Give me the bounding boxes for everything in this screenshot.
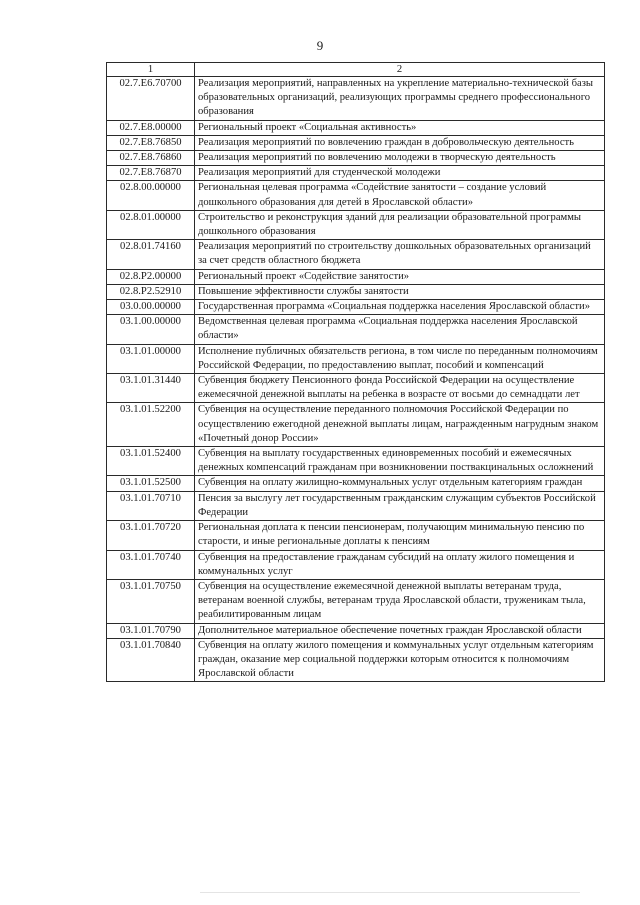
row-code: 03.1.01.70750 bbox=[107, 579, 195, 623]
row-description: Реализация мероприятий по вовлечению граждан в добровольческую деятельность bbox=[195, 135, 605, 150]
row-description: Реализация мероприятий по вовлечению молодежи в творческую деятельность bbox=[195, 151, 605, 166]
table-row bbox=[107, 120, 605, 135]
row-code: 02.8.P2.52910 bbox=[107, 284, 195, 299]
row-description: Региональный проект «Социальная активность» bbox=[195, 120, 605, 135]
row-code: 02.7.E6.70700 bbox=[107, 77, 195, 121]
row-code: 02.7.E8.76870 bbox=[107, 166, 195, 181]
row-code: 03.0.00.00000 bbox=[107, 300, 195, 315]
row-code: 03.1.01.00000 bbox=[107, 344, 195, 373]
column-header-code: 1 bbox=[107, 63, 195, 77]
row-code: 02.8.01.74160 bbox=[107, 240, 195, 269]
row-code: 03.1.01.70720 bbox=[107, 521, 195, 550]
row-code: 03.1.01.52200 bbox=[107, 403, 195, 447]
table-body bbox=[107, 77, 605, 682]
scan-artifact-line bbox=[200, 892, 580, 893]
table-row bbox=[107, 550, 605, 579]
row-code: 03.1.01.70710 bbox=[107, 491, 195, 520]
table-row bbox=[107, 166, 605, 181]
row-description: Субвенция на оплату жилищно-коммунальных услуг отдельным категориям граждан bbox=[195, 476, 605, 491]
budget-classification-table bbox=[106, 62, 605, 682]
row-description: Субвенция на осуществление переданного полномочия Российской Федерации по осуществлению ежегодной денежной выплаты лицам, награжденным нагрудным знаком «Почетный донор России» bbox=[195, 403, 605, 447]
row-description: Повышение эффективности службы занятости bbox=[195, 284, 605, 299]
row-description: Ведомственная целевая программа «Социальная поддержка населения Ярославской области» bbox=[195, 315, 605, 344]
row-description: Субвенция на предоставление гражданам субсидий на оплату жилого помещения и коммунальных услуг bbox=[195, 550, 605, 579]
table-row bbox=[107, 521, 605, 550]
table-row bbox=[107, 344, 605, 373]
row-description: Государственная программа «Социальная поддержка населения Ярославской области» bbox=[195, 300, 605, 315]
row-code: 03.1.01.52400 bbox=[107, 447, 195, 476]
column-header-name: 2 bbox=[195, 63, 605, 77]
row-code: 02.8.P2.00000 bbox=[107, 269, 195, 284]
table-row bbox=[107, 240, 605, 269]
table-row bbox=[107, 374, 605, 403]
row-description: Субвенция на выплату государственных единовременных пособий и ежемесячных денежных компенсаций гражданам при возникновении поствакцинальных осложнений bbox=[195, 447, 605, 476]
table-row bbox=[107, 491, 605, 520]
row-code: 03.1.01.70840 bbox=[107, 638, 195, 682]
row-code: 03.1.01.70790 bbox=[107, 623, 195, 638]
table-row bbox=[107, 210, 605, 239]
table-row bbox=[107, 284, 605, 299]
row-description: Реализация мероприятий для студенческой молодежи bbox=[195, 166, 605, 181]
row-code: 02.7.E8.76860 bbox=[107, 151, 195, 166]
row-code: 03.1.01.52500 bbox=[107, 476, 195, 491]
row-description: Реализация мероприятий, направленных на укрепление материально-технической базы образовательных организаций, реализующих программы среднего профессионального образования bbox=[195, 77, 605, 121]
row-code: 03.1.01.70740 bbox=[107, 550, 195, 579]
row-description: Региональный проект «Содействие занятости» bbox=[195, 269, 605, 284]
row-description: Дополнительное материальное обеспечение почетных граждан Ярославской области bbox=[195, 623, 605, 638]
table-row bbox=[107, 623, 605, 638]
row-description: Реализация мероприятий по строительству дошкольных образовательных организаций за счет средств областного бюджета bbox=[195, 240, 605, 269]
table-row bbox=[107, 269, 605, 284]
table-row bbox=[107, 300, 605, 315]
table-row bbox=[107, 447, 605, 476]
row-code: 03.1.01.31440 bbox=[107, 374, 195, 403]
row-description: Субвенция бюджету Пенсионного фонда Российской Федерации на осуществление ежемесячной денежной выплаты на ребенка в возрасте от восьми до семнадцати лет bbox=[195, 374, 605, 403]
table-header-row bbox=[107, 63, 605, 77]
row-code: 02.7.E8.00000 bbox=[107, 120, 195, 135]
row-description: Субвенция на осуществление ежемесячной денежной выплаты ветеранам труда, ветеранам военной службы, ветеранам труда Ярославской области, труженикам тыла, реабилитированным лицам bbox=[195, 579, 605, 623]
row-description: Пенсия за выслугу лет государственным гражданским служащим субъектов Российской Федерации bbox=[195, 491, 605, 520]
table-row bbox=[107, 476, 605, 491]
page-number: 9 bbox=[316, 38, 324, 53]
table-row bbox=[107, 135, 605, 150]
table-row bbox=[107, 77, 605, 121]
row-code: 02.7.E8.76850 bbox=[107, 135, 195, 150]
table-row bbox=[107, 403, 605, 447]
row-code: 03.1.00.00000 bbox=[107, 315, 195, 344]
table-row bbox=[107, 181, 605, 210]
table-row bbox=[107, 151, 605, 166]
table-row bbox=[107, 579, 605, 623]
row-description: Региональная доплата к пенсии пенсионерам, получающим минимальную пенсию по старости, и иные региональные доплаты к пенсиям bbox=[195, 521, 605, 550]
row-code: 02.8.01.00000 bbox=[107, 210, 195, 239]
row-description: Исполнение публичных обязательств региона, в том числе по переданным полномочиям Российской Федерации, по предоставлению выплат, пособий и компенсаций bbox=[195, 344, 605, 373]
row-code: 02.8.00.00000 bbox=[107, 181, 195, 210]
row-description: Региональная целевая программа «Содействие занятости – создание условий дошкольного образования для детей в Ярославской области» bbox=[195, 181, 605, 210]
table-row bbox=[107, 638, 605, 682]
row-description: Строительство и реконструкция зданий для реализации образовательной программы дошкольного образования bbox=[195, 210, 605, 239]
row-description: Субвенция на оплату жилого помещения и коммунальных услуг отдельным категориям граждан, оказание мер социальной поддержки которым относится к полномочиям Ярославской области bbox=[195, 638, 605, 682]
table-row bbox=[107, 315, 605, 344]
